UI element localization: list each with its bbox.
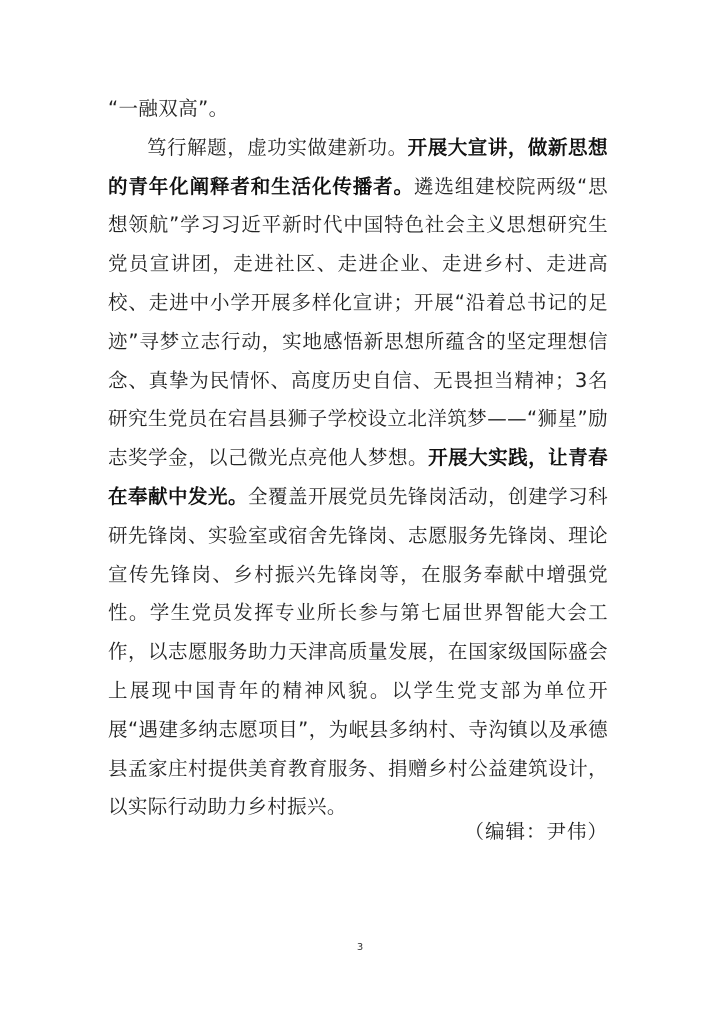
text-run: “一融双高”。 — [108, 97, 229, 120]
editor-credit: （编辑：尹伟） — [464, 820, 608, 843]
document-body — [108, 90, 608, 827]
text-run: 笃行解题，虚功实做建新功。 — [147, 135, 408, 159]
bold-heading-run: 开展大实践，让青春在奉献中发光。 — [108, 446, 608, 508]
paragraph-2 — [108, 129, 608, 827]
page-number: 3 — [356, 942, 364, 953]
text-run: 遴选组建校院两级“思想领航”学习习近平新时代中国特色社会主义思想研究生党员宣讲团，走进社区、走进企业、走进乡村、走进高校、走进中小学开展多样化宣讲；开展“沿着总书记的足迹”寻梦立志行动，实地感悟新思想所蕴含的坚定理想信念、真挚为民情怀、高度历史自信、无畏担当精神；3名研究生党员在宕昌县狮子学校设立北洋筑梦——“狮星”励志奖学金，以己微光点亮他人梦想。 — [108, 174, 608, 470]
text-run: 全覆盖开展党员先锋岗活动，创建学习科研先锋岗、实验室或宿舍先锋岗、志愿服务先锋岗、理论宣传先锋岗、乡村振兴先锋岗等，在服务奉献中增强党性。学生党员发挥专业所长参与第七届世界智能大会工作，以志愿服务助力天津高质量发展，在国家级国际盛会上展现中国青年的精神风貌。以学生党支部为单位开展“遇建多纳志愿项目”，为岷县多纳村、寺沟镇以及承德县孟家庄村提供美育教育服务、捐赠乡村公益建筑设计，以实际行动助力乡村振兴。 — [108, 484, 608, 819]
bold-heading-run: 开展大宣讲，做新思想的青年化阐释者和生活化传播者。 — [108, 135, 608, 198]
paragraph-1 — [108, 90, 608, 129]
